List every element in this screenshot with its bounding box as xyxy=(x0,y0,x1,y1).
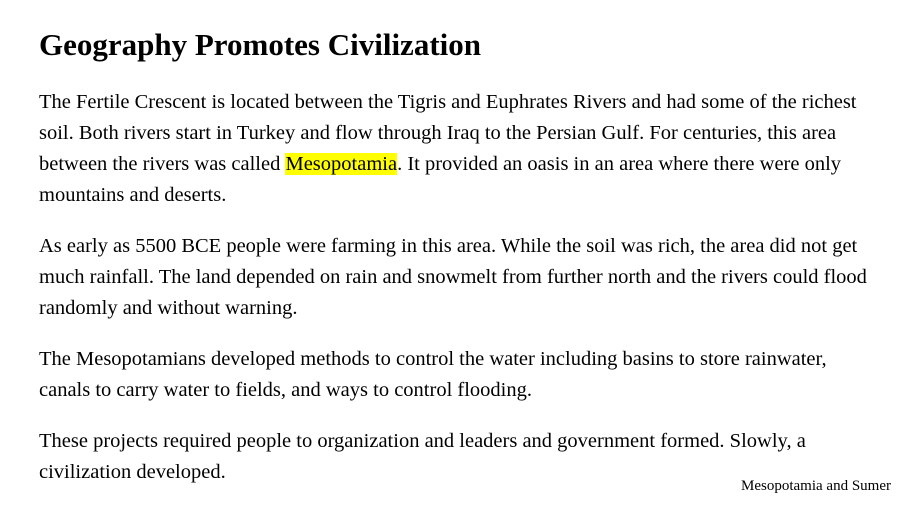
slide-title: Geography Promotes Civilization xyxy=(39,27,481,62)
paragraph-text: The Fertile Crescent is located between the Tigris and Euphrates Rivers and had some of the richest soil. Both rivers start in Turkey and flow through Iraq to the Persian Gulf. For centuries, this area between the rivers was called xyxy=(39,91,857,175)
paragraph-text: . It provided an oasis in an area where there were only mountains and deserts. xyxy=(39,153,842,206)
paragraph-civilization: These projects required people to organization and leaders and government formed. Slowly, a civilization developed. xyxy=(39,430,806,483)
paragraph-fertile-crescent xyxy=(39,87,869,211)
paragraph-farming: As early as 5500 BCE people were farming in this area. While the soil was rich, the area did not get much rainfall. The land depended on rain and snowmelt from further north and the rivers could flood randomly and without warning. xyxy=(39,235,867,319)
highlighted-term: Mesopotamia xyxy=(285,153,398,175)
slide-body xyxy=(39,87,869,508)
slide-footer: Mesopotamia and Sumer xyxy=(741,478,891,494)
paragraph-water-control: The Mesopotamians developed methods to control the water including basins to store rainwater, canals to carry water to fields, and ways to control flooding. xyxy=(39,348,827,401)
